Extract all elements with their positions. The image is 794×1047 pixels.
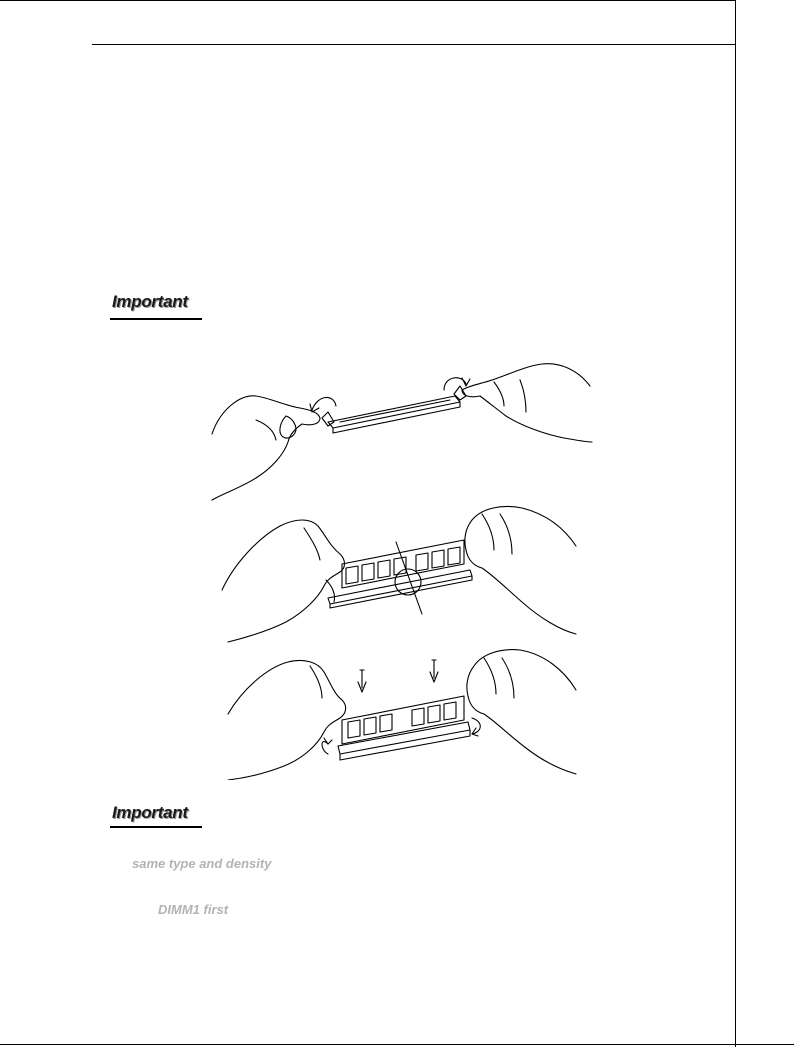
left-hand [212,396,320,500]
important-heading: Important [112,803,188,822]
important-underline [110,826,202,828]
left-hand [228,660,346,780]
important-underline [110,318,202,320]
left-hand [222,520,345,642]
page-right-border [735,0,736,1047]
page-bottom-border [0,1044,794,1045]
right-latch [454,386,466,400]
left-latch [322,412,334,426]
step-align-notch [222,507,576,643]
press-arrow-left [358,670,366,692]
note-same-type-density: same type and density [132,856,272,871]
rotate-arrow-left [312,397,336,410]
page-top-border [0,0,736,1]
right-hand [462,364,592,442]
important-heading: Important [112,292,188,311]
press-arrow-right [430,660,438,682]
note-dimm1-first: DIMM1 first [158,902,229,917]
step-open-latches [212,364,592,500]
memory-install-illustration [200,350,600,780]
header-rule [92,44,736,45]
right-hand [465,507,576,635]
right-hand [467,650,576,774]
dimm-slot [328,396,460,428]
step-press-module [228,650,576,780]
